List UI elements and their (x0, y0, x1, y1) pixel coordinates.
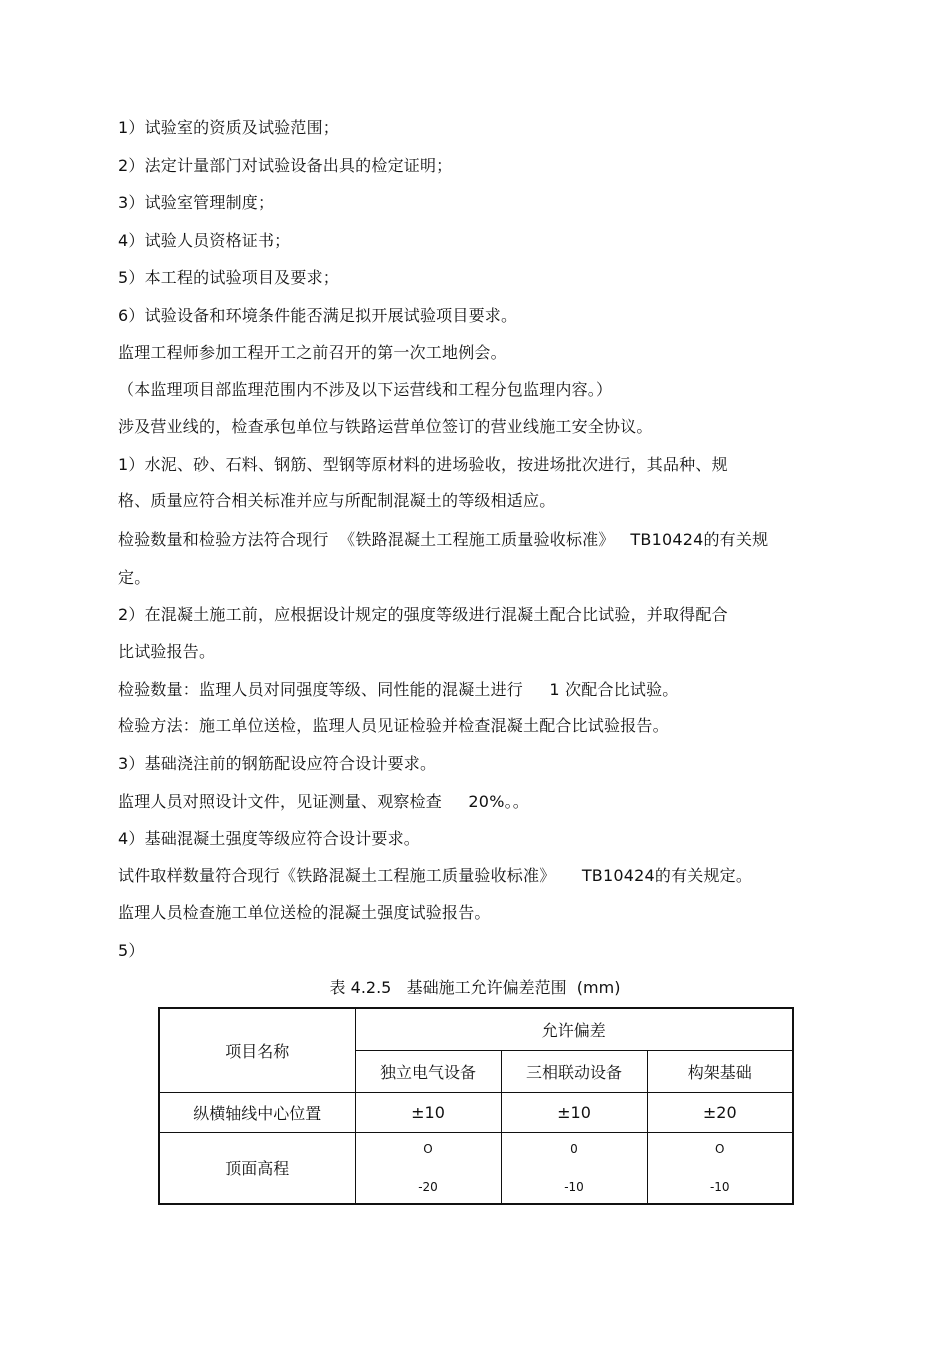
table-cell (501, 1132, 647, 1204)
text-line: 3）试验室管理制度； (118, 193, 275, 212)
table-cell: ±10 (355, 1092, 501, 1132)
text-line: 2）法定计量部门对试验设备出具的检定证明； (118, 156, 453, 175)
table-caption: 表 4.2.5 基础施工允许偏差范围 (mm) (329, 978, 621, 997)
table-row (159, 1132, 793, 1204)
text-line: 检验数量：监理人员对同强度等级、同性能的混凝土进行 1 次配合比试验。 (118, 680, 679, 699)
text-line: 格、质量应符合相关标准并应与所配制混凝土的等级相适应。 (118, 491, 556, 510)
column-header: 独立电气设备 (355, 1050, 501, 1092)
header-group-cell: 允许偏差 (355, 1008, 793, 1050)
upper-tolerance: 0 (570, 1141, 578, 1156)
text-line: 监理人员检查施工单位送检的混凝土强度试验报告。 (118, 903, 491, 922)
text-line: 监理工程师参加工程开工之前召开的第一次工地例会。 (118, 343, 507, 362)
header-item-cell: 项目名称 (159, 1008, 355, 1092)
row-name: 纵横轴线中心位置 (159, 1092, 355, 1132)
text-line: 监理人员对照设计文件，见证测量、观察检查 20%。。 (118, 792, 529, 811)
text-line: 5）本工程的试验项目及要求； (118, 268, 339, 287)
text-line: 涉及营业线的，检查承包单位与铁路运营单位签订的营业线施工安全协议。 (118, 417, 653, 436)
text-line: （本监理项目部监理范围内不涉及以下运营线和工程分包监理内容。） (118, 380, 613, 399)
text-line: 检验方法：施工单位送检，监理人员见证检验并检查混凝土配合比试验报告。 (118, 716, 669, 735)
column-header: 三相联动设备 (501, 1050, 647, 1092)
text-line: 6）试验设备和环境条件能否满足拟开展试验项目要求。 (118, 306, 518, 325)
lower-tolerance: -10 (709, 1179, 730, 1194)
text-line: 4）基础混凝土强度等级应符合设计要求。 (118, 829, 420, 848)
table-cell: ±20 (647, 1092, 793, 1132)
text-line: 定。 (118, 568, 151, 587)
text-line: 1）试验室的资质及试验范围； (118, 118, 339, 137)
lower-tolerance: -10 (564, 1179, 584, 1194)
upper-tolerance: O (715, 1141, 725, 1156)
table-cell (647, 1132, 793, 1204)
table-cell: ±10 (501, 1092, 647, 1132)
text-line: 检验数量和检验方法符合现行 《铁路混凝土工程施工质量验收标准》 TB10424的有关规 (118, 530, 769, 549)
upper-tolerance: O (423, 1141, 433, 1156)
lower-tolerance: -20 (418, 1179, 438, 1194)
text-line: 5） (118, 941, 145, 960)
text-line: 试件取样数量符合现行《铁路混凝土工程施工质量验收标准》 TB10424的有关规定。 (118, 866, 753, 885)
deviation-table (158, 1007, 794, 1205)
column-header: 构架基础 (647, 1050, 793, 1092)
text-line: 3）基础浇注前的钢筋配设应符合设计要求。 (118, 754, 437, 773)
text-line: 4）试验人员资格证书； (118, 231, 291, 250)
text-line: 2）在混凝土施工前，应根据设计规定的强度等级进行混凝土配合比试验，并取得配合 (118, 605, 728, 624)
row-name: 顶面高程 (159, 1132, 355, 1204)
text-line: 比试验报告。 (118, 642, 216, 661)
text-line: 1）水泥、砂、石料、钢筋、型钢等原材料的进场验收，按进场批次进行，其品种、规 (118, 455, 728, 474)
table-cell (355, 1132, 501, 1204)
table-row (159, 1092, 793, 1132)
